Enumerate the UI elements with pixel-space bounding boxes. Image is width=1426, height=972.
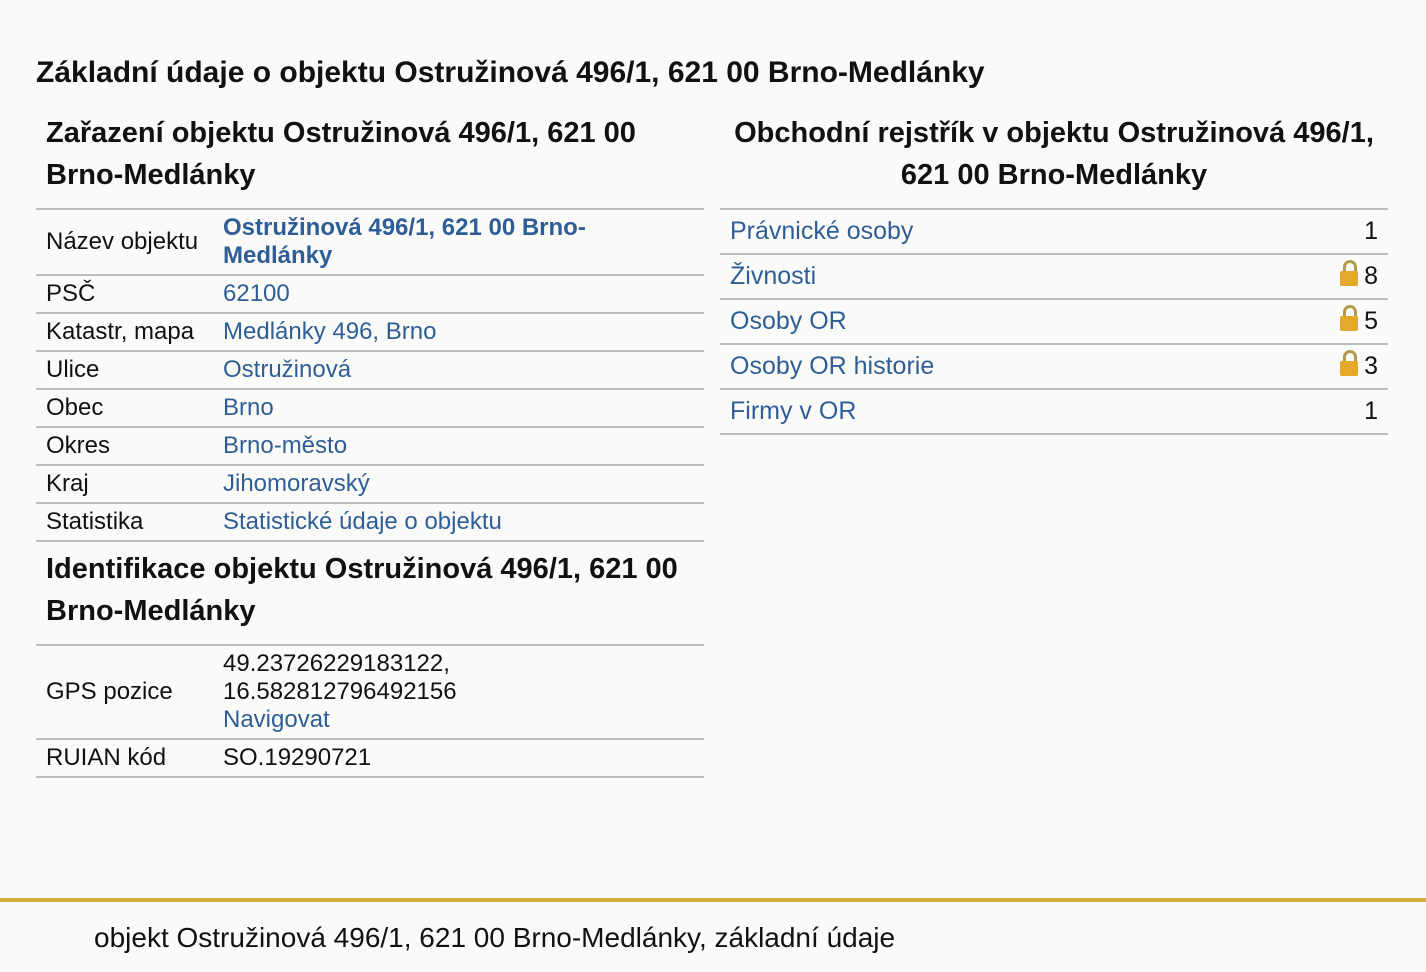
table-row [36, 389, 704, 427]
row-label: PSČ [36, 275, 213, 313]
row-label: Statistika [36, 503, 213, 541]
table-row [36, 503, 704, 541]
ruian-label: RUIAN kód [36, 739, 213, 777]
row-label: Katastr, mapa [36, 313, 213, 351]
legal-entities-link[interactable]: Právnické osoby [730, 217, 914, 245]
firms-or-link[interactable]: Firmy v OR [730, 397, 857, 425]
count: 5 [1364, 307, 1378, 335]
navigate-link[interactable]: Navigovat [223, 706, 330, 733]
table-row [36, 739, 704, 777]
ruian-value: SO.19290721 [213, 739, 704, 777]
count: 3 [1364, 352, 1378, 380]
row-label: Obec [36, 389, 213, 427]
business-register-title: Obchodní rejstřík v objektu Ostružinová 496/1, 621 00 Brno-Medlánky [734, 117, 1374, 191]
page-title: Základní údaje o objektu Ostružinová 496/1, 621 00 Brno-Medlánky [36, 56, 985, 89]
row-label: Okres [36, 427, 213, 465]
table-row [720, 389, 1388, 434]
footer-text: objekt Ostružinová 496/1, 621 00 Brno-Medlánky, základní údaje [94, 922, 896, 953]
table-row [36, 313, 704, 351]
postal-code-link[interactable]: 62100 [223, 280, 290, 307]
table-row [36, 351, 704, 389]
trades-link[interactable]: Živnosti [730, 262, 817, 290]
region-link[interactable]: Jihomoravský [223, 470, 370, 497]
table-row [36, 465, 704, 503]
business-register-section [720, 112, 1388, 435]
lock-icon [1340, 350, 1358, 376]
table-row [36, 209, 704, 275]
classification-title: Zařazení objektu Ostružinová 496/1, 621 00 Brno-Medlánky [46, 117, 636, 191]
count: 8 [1364, 262, 1378, 290]
lock-icon [1340, 260, 1358, 286]
object-classification-section [36, 112, 704, 778]
identification-title: Identifikace objektu Ostružinová 496/1, 621 00 Brno-Medlánky [46, 553, 678, 627]
business-register-table [720, 208, 1388, 435]
gps-label: GPS pozice [36, 645, 213, 739]
gps-latitude: 49.23726229183122, [223, 650, 450, 677]
row-label: Kraj [36, 465, 213, 503]
lock-icon [1340, 305, 1358, 331]
district-link[interactable]: Brno-město [223, 432, 348, 459]
persons-or-link[interactable]: Osoby OR [730, 307, 847, 335]
table-row [36, 275, 704, 313]
footer-divider [0, 898, 1426, 902]
row-label: Název objektu [36, 209, 213, 275]
cadastre-link[interactable]: Medlánky 496, Brno [223, 318, 437, 345]
count: 1 [1364, 217, 1378, 245]
table-row [720, 344, 1388, 389]
statistics-link[interactable]: Statistické údaje o objektu [223, 508, 502, 535]
table-row [720, 254, 1388, 299]
count: 1 [1364, 397, 1378, 425]
table-row [36, 645, 704, 739]
table-row [720, 209, 1388, 254]
table-row [36, 427, 704, 465]
gps-longitude: 16.582812796492156 [223, 678, 457, 705]
municipality-link[interactable]: Brno [223, 394, 274, 421]
street-link[interactable]: Ostružinová [223, 356, 352, 383]
object-name-link[interactable]: Ostružinová 496/1, 621 00 Brno-Medlánky [223, 214, 586, 269]
classification-table [36, 208, 704, 542]
row-label: Ulice [36, 351, 213, 389]
persons-or-history-link[interactable]: Osoby OR historie [730, 352, 935, 380]
identification-table [36, 644, 704, 778]
table-row [720, 299, 1388, 344]
